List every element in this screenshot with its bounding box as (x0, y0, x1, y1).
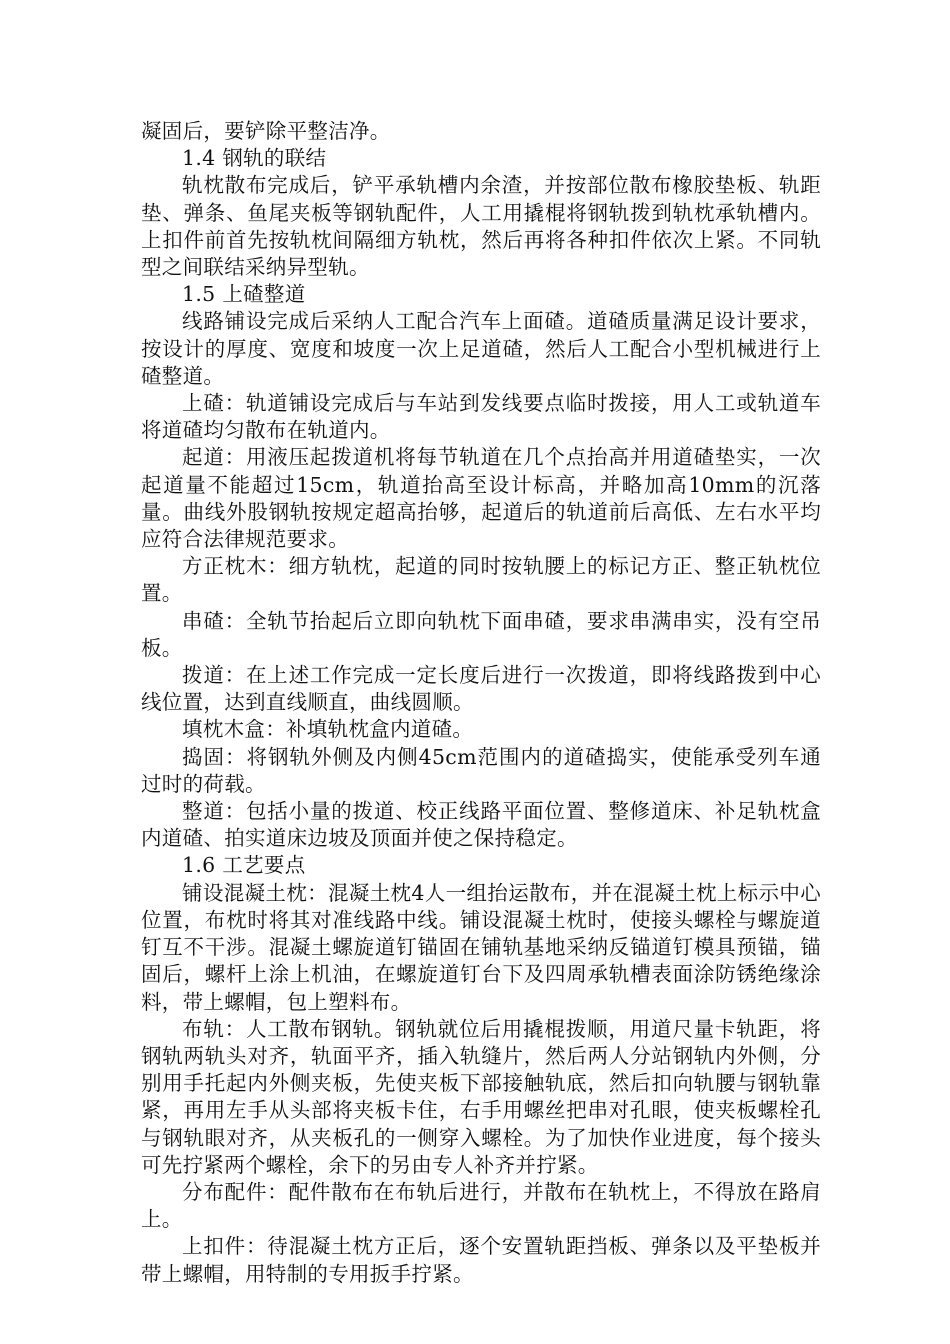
paragraph-ballast-loading: 上碴：轨道铺设完成后与车站到发线要点临时拨接，用人工或轨道车将道碴均匀散布在轨道内。 (141, 391, 821, 443)
paragraph-fastener-installation: 上扣件：待混凝土枕方正后，逐个安置轨距挡板、弹条以及平垫板并带上螺帽，用特制的专用扳手拧紧。 (141, 1234, 821, 1286)
paragraph-fittings-distribution: 分布配件：配件散布在布轨后进行，并散布在轨枕上，不得放在路肩上。 (141, 1179, 821, 1232)
section-heading-1-4: 1.4 钢轨的联结 (182, 146, 327, 171)
paragraph-crib-filling: 填枕木盒：补填轨枕盒内道碴。 (182, 717, 474, 742)
paragraph-continuation: 凝固后，要铲除平整洁净。 (141, 119, 391, 143)
paragraph-ballast-tamping-in: 串碴：全轨节抬起后立即向轨枕下面串碴，要求串满串实，没有空吊板。 (141, 608, 821, 660)
paragraph-ballasting-intro: 线路铺设完成后采纳人工配合汽车上面碴。道碴质量满足设计要求，按设计的厚度、宽度和坡度一次上足道碴，然后人工配合小型机械进行上碴整道。 (141, 309, 821, 388)
document-page (141, 118, 821, 1288)
paragraph-rail-fastening: 轨枕散布完成后，铲平承轨槽内余渣，并按部位散布橡胶垫板、轨距垫、弹条、鱼尾夹板等钢轨配件，人工用撬棍将钢轨拨到轨枕承轨槽内。上扣件前首先按轨枕间隔细方轨枕，然后再将各种扣件依次上紧。不同轨型之间联结采纳异型轨。 (141, 173, 821, 280)
paragraph-rail-laying: 布轨：人工散布钢轨。钢轨就位后用撬棍拨顺，用道尺量卡轨距，将钢轨两轨头对齐，轨面平齐，插入轨缝片，然后两人分站钢轨内外侧，分别用手托起内外侧夹板，先使夹板下部接触轨底，然后扣向轨腰与钢轨靠紧，再用左手从头部将夹板卡住，右手用螺丝把串对孔眼，使夹板螺栓孔与钢轨眼对齐，从夹板孔的一侧穿入螺栓。为了加快作业进度，每个接头可先拧紧两个螺栓，余下的另由专人补齐并拧紧。 (141, 1016, 821, 1177)
paragraph-tamping: 捣固：将钢轨外侧及内侧45cm范围内的道碴捣实，使能承受列车通过时的荷载。 (141, 744, 821, 796)
paragraph-sleeper-squaring: 方正枕木：细方轨枕，起道的同时按轨腰上的标记方正、整正轨枕位置。 (141, 554, 821, 606)
paragraph-concrete-sleepers: 铺设混凝土枕：混凝土枕4人一组抬运散布，并在混凝土枕上标示中心位置，布枕时将其对准线路中线。铺设混凝土枕时，使接头螺栓与螺旋道钉互不干涉。混凝土螺旋道钉锚固在铺轨基地采纳反锚道钉模具预锚，锚固后，螺杆上涂上机油，在螺旋道钉台下及四周承轨槽表面涂防锈绝缘涂料，带上螺帽，包上塑料布。 (141, 880, 821, 1014)
section-heading-1-6: 1.6 工艺要点 (182, 853, 306, 878)
paragraph-track-lining: 拨道：在上述工作完成一定长度后进行一次拨道，即将线路拨到中心线位置，达到直线顺直，曲线圆顺。 (141, 663, 821, 715)
paragraph-track-finishing: 整道：包括小量的拨道、校正线路平面位置、整修道床、补足轨枕盒内道碴、拍实道床边坡及顶面并使之保持稳定。 (141, 799, 821, 851)
section-heading-1-5: 1.5 上碴整道 (182, 282, 306, 307)
paragraph-track-lifting: 起道：用液压起拨道机将每节轨道在几个点抬高并用道碴垫实，一次起道量不能超过15cm，轨道抬高至设计标高，并略加高10mm的沉落量。曲线外股钢轨按规定超高抬够，起道后的轨道前后高低、左右水平均应符合法律规范要求。 (141, 445, 821, 552)
